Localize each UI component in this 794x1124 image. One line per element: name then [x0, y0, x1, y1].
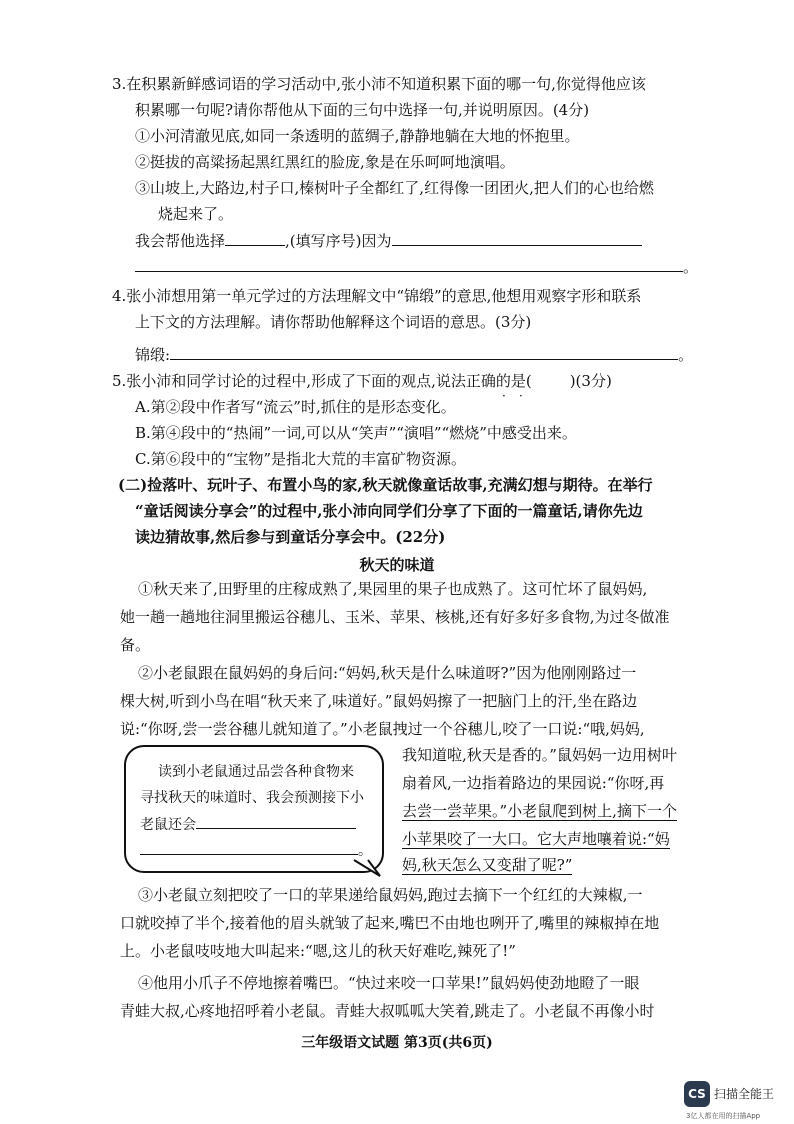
callout-end: 。	[358, 843, 372, 859]
story-title: 秋天的味道	[359, 556, 435, 574]
camscanner-logo-icon: CS	[684, 1081, 710, 1107]
story-p3-line3: 上。小老鼠吱吱地大叫起来:“嗯,这儿的秋天好难吃,辣死了!”	[120, 942, 516, 960]
story-p1-line1: ①秋天来了,田野里的庄稼成熟了,果园里的果子也成熟了。这可忙坏了鼠妈妈,	[138, 580, 648, 598]
story-p3-line1: ③小老鼠立刻把咬了一口的苹果递给鼠妈妈,跑过去摘下一个红红的大辣椒,一	[138, 886, 643, 904]
callout-line2: 寻找秋天的味道时、我会预测接下小	[140, 790, 364, 806]
q3-reason-blank-1[interactable]	[392, 231, 642, 246]
q3-option-1: ①小河清澈见底,如同一条透明的蓝绸子,静静地躺在大地的怀抱里。	[135, 127, 580, 145]
story-p4-line1: ④他用小爪子不停地擦着嘴巴。“快过来咬一口苹果!”鼠妈妈使劲地瞪了一眼	[138, 974, 640, 992]
q3-answer-mid: ,(填写序号)因为	[285, 232, 392, 250]
story-p2-line4: 我知道啦,秋天是香的。”鼠妈妈一边用树叶	[402, 746, 677, 764]
q3-choice-blank[interactable]	[225, 231, 285, 246]
story-p2-line2: 棵大树,听到小鸟在唱“秋天来了,味道好。”鼠妈妈擦了一把脑门上的汗,坐在路边	[120, 692, 638, 710]
story-p2-line5: 扇着风,一边指着路边的果园说:“你呀,再	[402, 774, 665, 792]
callout-line4	[140, 842, 372, 860]
story-p3-line2: 口就咬掉了半个,接着他的眉头就皱了起来,嘴巴不由地也咧开了,嘴里的辣椒掉在地	[120, 914, 660, 932]
page-footer: 三年级语文试题 第3页(共6页)	[301, 1035, 493, 1051]
q3-option-3-line1: ③山坡上,大路边,村子口,榛树叶子全都红了,红得像一团团火,把人们的心也给燃	[135, 179, 654, 197]
q3-answer-line	[135, 231, 642, 250]
q4-answer-blank[interactable]	[170, 345, 678, 360]
story-p4-line2: 青蛙大叔,心疼地招呼着小老鼠。青蛙大叔呱呱大笑着,跳走了。小老鼠不再像小时	[120, 1002, 655, 1020]
q3-answer-end: 。	[683, 258, 699, 276]
section2-intro-line1: (二)捡落叶、玩叶子、布置小鸟的家,秋天就像童话故事,充满幻想与期待。在举行	[118, 476, 653, 494]
q4-answer-label: 锦缎:	[135, 346, 171, 364]
q3-reason-blank-2[interactable]	[135, 257, 683, 272]
emphasis-dot: ·	[502, 389, 506, 403]
watermark-subtitle: 3亿人都在用的扫描App	[686, 1112, 761, 1120]
callout-tail	[350, 858, 390, 880]
section2-intro-line2: “童话阅读分享会”的过程中,张小沛向同学们分享了下面的一篇童话,请你先边	[135, 502, 643, 520]
callout-blank-2[interactable]	[140, 842, 358, 855]
q3-option-2: ②挺拔的高粱扬起黑红黑红的脸庞,象是在乐呵呵地演唱。	[135, 153, 515, 171]
story-p2-line3: 说:“你呀,尝一尝谷穗儿就知道了。”小老鼠拽过一个谷穗儿,咬了一口说:“哦,妈妈,	[120, 720, 645, 738]
q3-answer-line2	[135, 257, 698, 276]
story-p1-line2: 她一趟一趟地往洞里搬运谷穗儿、玉米、苹果、核桃,还有好多好多食物,为过冬做准	[120, 608, 670, 626]
q5-stem	[112, 372, 612, 390]
q4-stem-line1: 4.张小沛想用第一单元学过的方法理解文中“锦缎”的意思,他想用观察字形和联系	[112, 287, 642, 305]
watermark-name: 扫描全能王	[714, 1087, 775, 1101]
story-p2-line6: 去尝一尝苹果。”小老鼠爬到树上,摘下一个	[402, 802, 677, 820]
callout-line3-text: 老鼠还会	[140, 817, 196, 833]
story-p1-line3: 备。	[120, 636, 151, 654]
callout-line1: 读到小老鼠通过品尝各种食物来	[158, 764, 354, 780]
section2-intro-line3: 读边猜故事,然后参与到童话分享会中。(22分)	[135, 528, 446, 546]
q5-option-c: C.第⑥段中的“宝物”是指北大荒的丰富矿物资源。	[135, 450, 467, 468]
q5-stem-after: )(3分)	[569, 372, 612, 390]
q4-stem-line2: 上下文的方法理解。请你帮助他解释这个词语的意思。(3分)	[135, 313, 532, 331]
story-p2-line8: 妈,秋天怎么又变甜了呢?”	[402, 856, 573, 874]
scanner-watermark	[684, 1077, 794, 1124]
q4-answer-end: 。	[678, 346, 694, 364]
q3-answer-prefix: 我会帮他选择	[135, 232, 226, 250]
q4-answer-line	[135, 345, 693, 364]
story-p2-line7: 小苹果咬了一大口。它大声地嚷着说:“妈	[402, 830, 670, 848]
q5-option-a: A.第②段中作者写“流云”时,抓住的是形态变化。	[135, 398, 456, 416]
callout-line3	[140, 816, 356, 834]
q3-stem-line2: 积累哪一句呢?请你帮他从下面的三句中选择一句,并说明原因。(4分)	[135, 101, 590, 119]
emphasis-dot: ·	[519, 389, 523, 403]
q3-stem-line1: 3.在积累新鲜感词语的学习活动中,张小沛不知道积累下面的哪一句,你觉得他应该	[112, 75, 646, 93]
q5-stem-before: 5.张小沛和同学讨论的过程中,形成了下面的观点,说法正确的是(	[112, 372, 532, 390]
story-p2-line1: ②小老鼠跟在鼠妈妈的身后问:“妈妈,秋天是什么味道呀?”因为他刚刚路过一	[138, 664, 637, 682]
callout-blank-1[interactable]	[196, 816, 356, 829]
q3-option-3-line2: 烧起来了。	[158, 205, 234, 223]
q5-option-b: B.第④段中的“热闹”一词,可以从“笑声”“演唱”“燃烧”中感受出来。	[135, 424, 577, 442]
